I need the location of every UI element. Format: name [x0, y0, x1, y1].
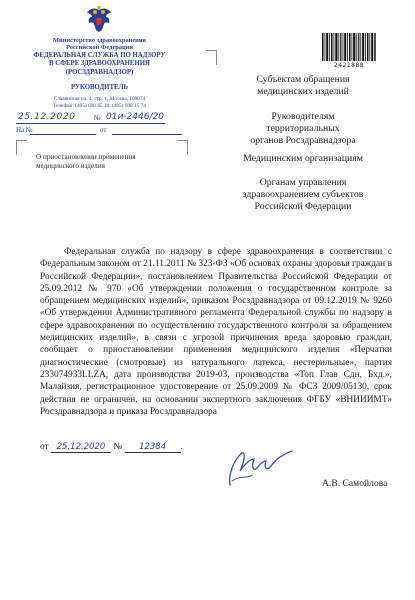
recipient-group	[214, 74, 392, 98]
address: Славянская пл. 4, стр. 1, Москва, 109074	[53, 96, 146, 102]
registration-underline	[16, 123, 165, 124]
subject-bracket-right	[177, 140, 188, 155]
recipient-line: Субъектам обращения	[256, 74, 350, 85]
recipient-line: Руководителям	[271, 111, 335, 122]
recipient-line: здравоохранением субъектов	[242, 189, 364, 200]
subject-bracket-left	[16, 140, 27, 155]
ministry-country: Российской Федерации	[66, 44, 133, 51]
leadership-title: РУКОВОДИТЕЛЬ	[71, 84, 128, 91]
recipient-line: органов Росздравнадзора	[250, 135, 356, 146]
order-end-punctuation: .	[180, 442, 183, 452]
number-label: №	[94, 114, 101, 122]
service-name-line1: ФЕДЕРАЛЬНАЯ СЛУЖБА ПО НАДЗОРУ	[33, 52, 166, 59]
reference-date-label: от	[100, 126, 107, 134]
barcode-icon	[322, 33, 376, 61]
handwritten-signature	[222, 445, 302, 491]
reference-number-blank	[30, 134, 96, 135]
order-number-label: №	[113, 442, 123, 452]
signer-name: А.В. Самойлова	[322, 478, 388, 489]
letter-subject	[36, 153, 136, 171]
ministry-name: Министерство здравоохранения	[53, 37, 146, 44]
recipient-line: Органам управления	[259, 177, 347, 188]
order-reference-line	[40, 442, 183, 454]
phone: Телефон: (495) 698 45 38; (495) 698 15 74	[53, 103, 146, 109]
order-number: 12384	[125, 442, 181, 453]
recipient-group	[214, 111, 392, 147]
recipient-line: медицинских изделий	[257, 86, 349, 97]
recipient-line: Медицинским организациям	[243, 153, 363, 164]
barcode-number: 2421888	[333, 62, 365, 69]
order-from-label: от	[40, 442, 49, 452]
service-name-line2: В СФЕРЕ ЗДРАВООХРАНЕНИЯ	[49, 60, 150, 67]
recipient-group	[214, 153, 392, 165]
letter-body	[40, 246, 392, 418]
outgoing-registration	[8, 113, 191, 125]
service-short-name: (РОСЗДРАВНАДЗОР)	[65, 69, 134, 76]
subject-line: медицинского изделия	[36, 162, 105, 170]
addressee-bracket	[206, 50, 217, 65]
reference-registration	[16, 126, 191, 138]
recipient-line: территориальных	[266, 123, 340, 134]
recipient-group	[214, 177, 392, 213]
outgoing-number: 01и-2446/20	[106, 112, 164, 122]
subject-line: О приостановлении применения	[36, 153, 136, 161]
reference-date-blank	[112, 134, 182, 135]
body-paragraph: Федеральная служба по надзору в сфере здравоохранения в соответствии с Федеральным законом от 21.11.2011 № 323-ФЗ «Об основах охраны здоровья граждан в Российской Федерации», постановлением Правительства Российской Федерации от 25.09.2012 № 970 «Об утверждении положения о государственном контроле за обращением медицинских изделий», приказом Росздравнадзора от 09.12.2019 № 9260 «Об утверждении Административного регламента Федеральной службы по надзору в сфере здравоохранения по осуществлению государственного контроля за обращением медицинских изделий», в связи с угрозой причинения вреда здоровью граждан, сообщает о приостановлении применения медицинского изделия «Перчатки диагностические (смотровые) из натурального латекса, нестерильные», партия 233074933LLZA, дата производства 2019-03, производства «Топ Глав Сдн, Бхд.», Малайзия, регистрационное удостоверение от 25.09.2009 № ФСЗ 2009/05130, срок действия не ограничен, на основании экспертного заключения ФГБУ «ВНИИИМТ» Росздравнадзора и приказа Росздравнадзора	[40, 247, 392, 417]
order-date: 25.12.2020	[51, 442, 111, 453]
russian-coat-of-arms-icon	[83, 4, 115, 36]
reference-number-label: На №	[16, 126, 33, 134]
outgoing-date: 25.12.2020	[18, 112, 76, 122]
recipient-line: Российской Федерации	[254, 201, 352, 212]
